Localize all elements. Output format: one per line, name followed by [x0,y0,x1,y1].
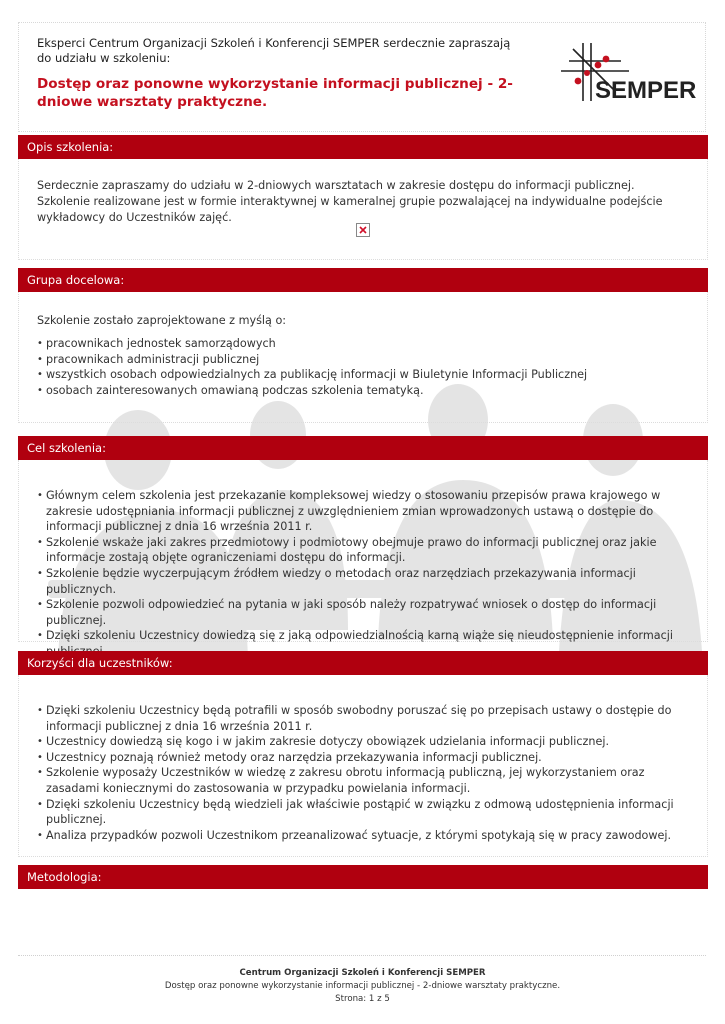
list-item: • Uczestnicy poznają również metody oraz narzędzia przekazywania informacji publicznej. [37,750,677,766]
list-item: • Szkolenie wyposaży Uczestników w wiedzę z zakresu obrotu informacją publiczną, jej wykorzystaniem oraz zasadami koniecznymi do zastosowania w przypadku powielania informacji. [37,765,677,796]
list-item: • Szkolenie wskaże jaki zakres przedmiotowy i podmiotowy obejmuje prawo do informacji publicznej oraz jakie informacje zostają objęte ograniczeniami dostępu do informacji. [37,535,677,566]
list-item: • Szkolenie będzie wyczerpującym źródłem wiedzy o metodach oraz narzędziach przekazywania informacji publicznych. [37,566,677,597]
section-body-opis [18,159,708,260]
footer-title: Dostęp oraz ponowne wykorzystanie informacji publicznej - 2-dniowe warsztaty praktyczne. [164,981,561,991]
list-item: • Uczestnicy dowiedzą się kogo i w jakim zakresie dotyczy obowiązek udzielania informacji publicznej. [37,734,677,750]
grupa-list [37,336,677,398]
opis-text: Serdecznie zapraszamy do udziału w 2-dniowych warsztatach w zakresie dostępu do informacji publicznej. Szkolenie realizowane jest w formie interaktywnej w kameralnej grupie pozwalającej na indywidualne podejście wykładowcy do Uczestników zajęć. [37,179,663,224]
section-header-cel: Cel szkolenia: [18,436,708,460]
section-body-korzysci [18,675,708,857]
section-header-opis: Opis szkolenia: [18,135,708,159]
list-item: • Dzięki szkoleniu Uczestnicy będą potrafili w sposób swobodny poruszać się po przepisach ustawy o dostępie do informacji publicznej z dnia 16 września 2011 r. [37,703,677,734]
section-body-cel [18,460,708,642]
intro-text: Eksperci Centrum Organizacji Szkoleń i Konferencji SEMPER serdecznie zapraszają do udziału w szkoleniu: [37,36,511,65]
grupa-intro: Szkolenie zostało zaprojektowane z myślą o: [37,314,287,327]
section-body-grupa [18,292,708,423]
list-item: • Głównym celem szkolenia jest przekazanie kompleksowej wiedzy o stosowaniu przepisów prawa krajowego w zakresie udostępniania informacji publicznej z uwzględnieniem zmian wprowadzonych ustawą o dostępie do informacji publicznej z dnia 16 września 2011 r. [37,488,677,535]
list-item: • wszystkich osobach odpowiedzialnych za publikację informacji w Biuletynie Informacji Publicznej [37,367,677,383]
list-item: • Szkolenie pozwoli odpowiedzieć na pytania w jaki sposób należy rozpatrywać wniosek o dostęp do informacji publicznej. [37,597,677,628]
page-footer [0,967,725,1006]
footer-org: Centrum Organizacji Szkoleń i Konferencji SEMPER [239,968,486,978]
list-item: • pracownikach jednostek samorządowych [37,336,677,352]
footer-page-number: Strona: 1 z 5 [335,994,390,1004]
korzysci-list [37,703,677,843]
section-header-grupa: Grupa docelowa: [18,268,708,292]
broken-image-icon [356,223,370,237]
section-header-korzysci: Korzyści dla uczestników: [18,651,708,675]
list-item: • pracownikach administracji publicznej [37,352,677,368]
cel-list [37,488,677,660]
list-item: • osobach zainteresowanych omawianą podczas szkolenia tematyką. [37,383,677,399]
semper-logo [551,41,701,105]
list-item: • Dzięki szkoleniu Uczestnicy będą wiedzieli jak właściwie postąpić w związku z odmową udostępnienia informacji publicznej. [37,797,677,828]
footer-divider [18,955,706,956]
list-item: • Analiza przypadków pozwoli Uczestnikom przeanalizować sytuacje, z którymi spotykają się w pracy zawodowej. [37,828,677,844]
section-header-metodologia: Metodologia: [18,865,708,889]
header-box [18,22,706,132]
training-title: Dostęp oraz ponowne wykorzystanie informacji publicznej - 2-dniowe warsztaty praktyczne. [37,76,513,110]
list-item: • Dzięki szkoleniu Uczestnicy dowiedzą się z jaką odpowiedzialnością karną wiąże się nieudostępnienie informacji [37,628,677,659]
logo-text: SEMPER [595,77,697,104]
